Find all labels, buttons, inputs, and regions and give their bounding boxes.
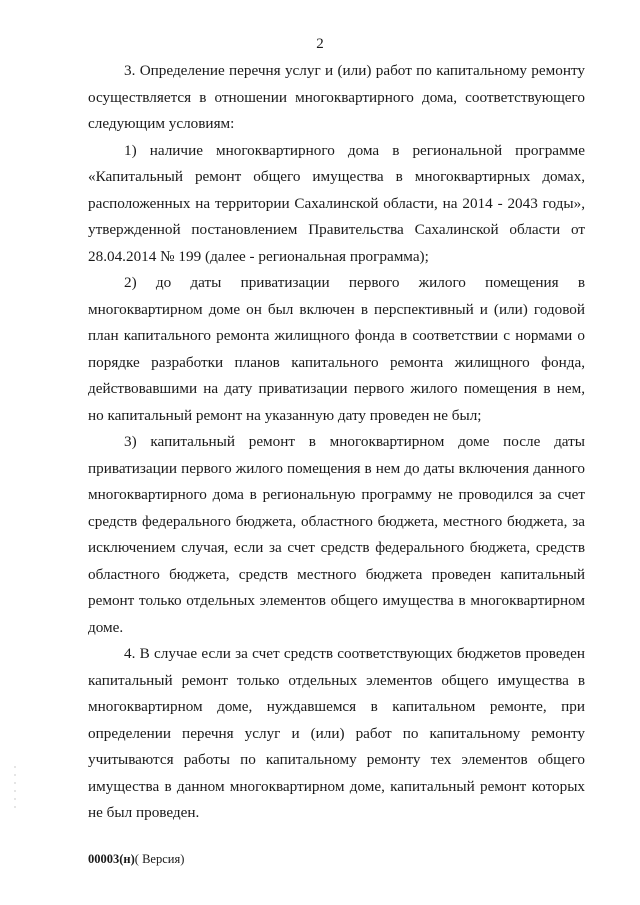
footer-version: ( Версия)	[134, 852, 185, 866]
scan-artifact	[10, 760, 24, 820]
paragraph-3-item-1: 1) наличие многоквартирного дома в региональной программе «Капитальный ремонт общего имущества в многоквартирных домах, расположенных на территории Сахалинской области, на 2014 - 2043 годы», утвержденной постановлением Правительства Сахалинской области от 28.04.2014 № 199 (далее - региональная программа);	[88, 141, 585, 265]
paragraph-3-item-3: 3) капитальный ремонт в многоквартирном доме после даты приватизации первого жилого помещения в нем до даты включения данного многоквартирного дома в региональную программу не проводился за счет средств федерального бюджета, областного бюджета, местного бюджета, за исключением случая, если за счет средств федерального бюджета, средств областного бюджета, средств местного бюджета проведен капитальный ремонт только отдельных элементов общего имущества в многоквартирном доме.	[88, 433, 585, 636]
paragraph-4: 4. В случае если за счет средств соответствующих бюджетов проведен капитальный ремонт только отдельных элементов общего имущества в многоквартирном доме, нуждавшемся в капитальном ремонте, при определении перечня услуг и (или) работ по капитальному ремонту учитываются работы по капитальному ремонту тех элементов общего имущества в данном многоквартирном доме, капитальный ремонт которых не был проведен.	[88, 645, 585, 821]
document-body	[88, 58, 585, 827]
paragraph-3: 3. Определение перечня услуг и (или) работ по капитальному ремонту осуществляется в отношении многоквартирного дома, соответствующего следующим условиям:	[88, 62, 585, 132]
page-number: 2	[316, 36, 324, 52]
document-footer	[88, 852, 184, 867]
paragraph-3-item-2: 2) до даты приватизации первого жилого помещения в многоквартирном доме он был включен в перспективный и (или) годовой план капитального ремонта жилищного фонда в соответствии с нормами о порядке разработки планов капитального ремонта жилищного фонда, действовавшими на дату приватизации первого жилого помещения в нем, но капитальный ремонт на указанную дату проведен не был;	[88, 274, 585, 424]
footer-document-code: 00003(н)	[88, 852, 135, 866]
